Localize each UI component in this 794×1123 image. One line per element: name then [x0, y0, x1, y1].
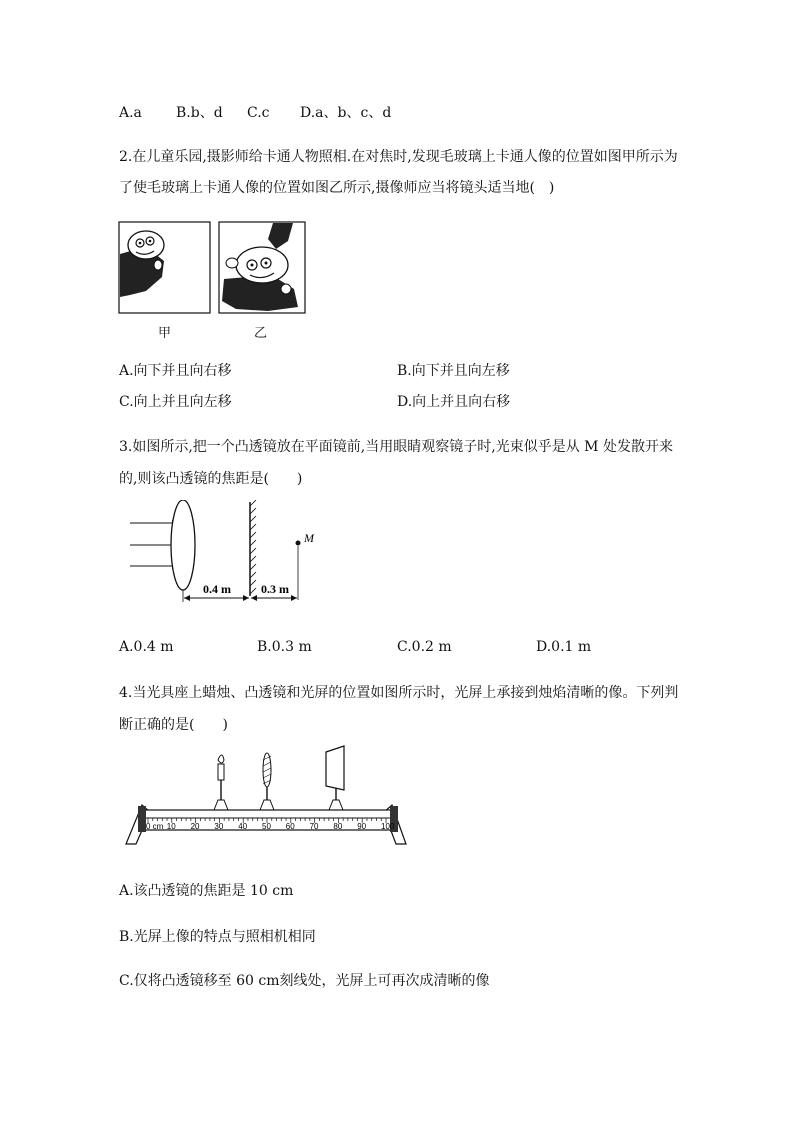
ruler-tick-label: 50	[262, 822, 271, 831]
ruler-tick-label: 20	[190, 822, 200, 831]
q2-option-b: B.向下并且向左移	[397, 363, 510, 379]
q2-stem-line1: 2.在儿童乐园,摄影师给卡通人物照相.在对焦时,发现毛玻璃上卡通人像的位置如图甲所示为	[119, 149, 678, 165]
q3-option-a: A.0.4 m	[119, 639, 174, 655]
figure-label-jia: 甲	[158, 326, 172, 341]
ruler-tick-label: 30	[214, 822, 224, 831]
ruler-tick-label: 60	[285, 822, 295, 831]
distance-label-2: 0.3 m	[261, 582, 289, 596]
ruler-tick-label: 100	[381, 822, 395, 831]
q3-option-c: C.0.2 m	[397, 639, 452, 655]
q2-stem-line2: 了使毛玻璃上卡通人像的位置如图乙所示,摄像师应当将镜头适当地( )	[119, 180, 555, 196]
q4-stem-line2: 断正确的是( )	[119, 717, 228, 733]
rail-end-left	[138, 806, 146, 832]
ruler-tick-label: 40	[238, 822, 248, 831]
q1-option-c: C.c	[247, 105, 270, 121]
q4-stem-line1: 4.当光具座上蜡烛、凸透镜和光屏的位置如图所示时，光屏上承接到烛焰清晰的像。下列判	[119, 685, 679, 701]
q3-stem-line1: 3.如图所示,把一个凸透镜放在平面镜前,当用眼睛观察镜子时,光束似乎是从 M 处发散开来	[119, 439, 673, 455]
ruler-tick-label: 0 cm	[146, 822, 164, 831]
q4-option-a: A.该凸透镜的焦距是 10 cm	[119, 883, 294, 899]
candle	[214, 755, 228, 810]
q3-figure	[126, 500, 316, 606]
ruler-tick-label: 80	[333, 822, 343, 831]
q3-option-d: D.0.1 m	[536, 639, 592, 655]
ruler-tick-label: 10	[166, 822, 176, 831]
distance-label-1: 0.4 m	[203, 582, 231, 596]
convex-lens	[171, 500, 195, 590]
q3-option-b: B.0.3 m	[257, 639, 312, 655]
ruler-tick-label: 70	[309, 822, 319, 831]
q2-option-a: A.向下并且向右移	[119, 363, 232, 379]
q4-option-b: B.光屏上像的特点与照相机相同	[119, 929, 316, 945]
q4-optical-bench	[122, 742, 412, 850]
q1-option-b: B.b、d	[176, 105, 223, 121]
q3-stem-line2: 的,则该凸透镜的焦距是( )	[119, 471, 303, 487]
light-screen	[326, 746, 344, 810]
q1-option-d: D.a、b、c、d	[300, 105, 392, 121]
q4-option-c: C.仅将凸透镜移至 60 cm刻线处，光屏上可再次成清晰的像	[119, 973, 490, 989]
q2-figure	[118, 219, 310, 315]
q1-option-a: A.a	[119, 105, 142, 121]
figure-label-yi: 乙	[254, 326, 268, 341]
point-m-label: M	[304, 531, 314, 545]
point-m	[296, 541, 301, 546]
ruler-tick-label: 90	[357, 822, 367, 831]
mirror-hatching	[250, 500, 256, 594]
q2-option-c: C.向上并且向左移	[119, 394, 232, 410]
lens	[260, 753, 274, 810]
q2-option-d: D.向上并且向右移	[397, 394, 511, 410]
